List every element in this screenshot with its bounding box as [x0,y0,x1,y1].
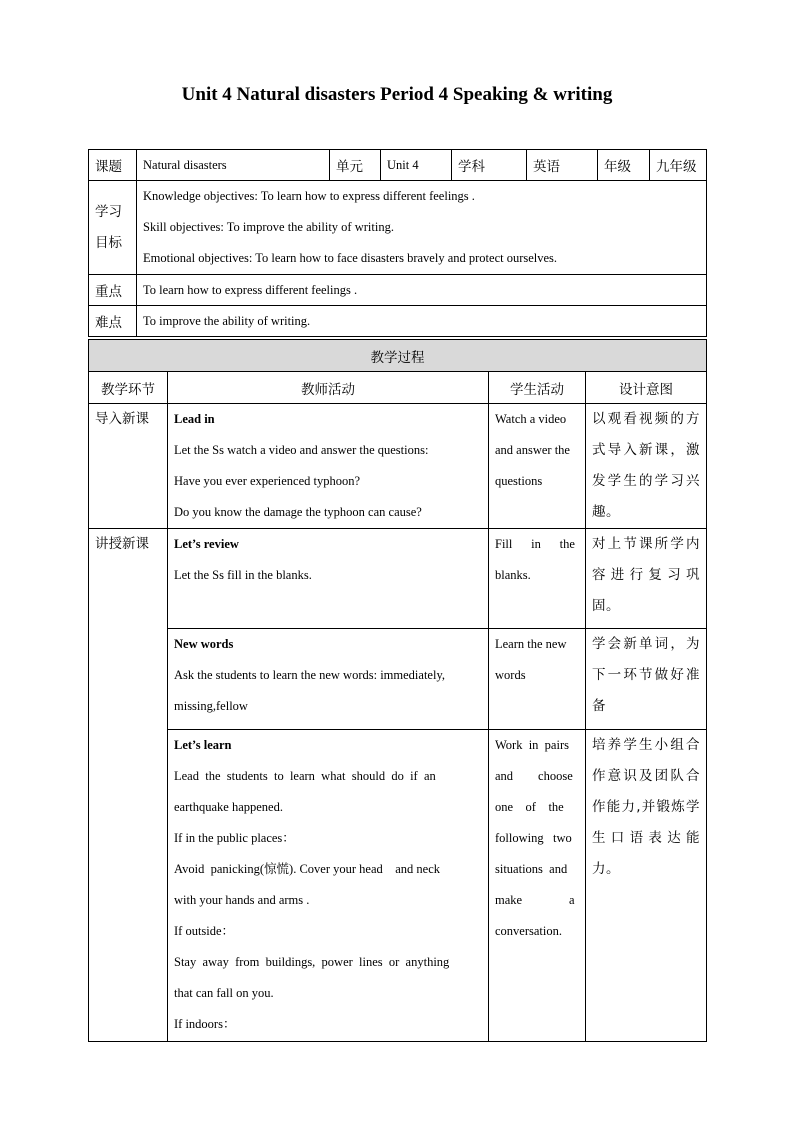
student-line: Fill in the [495,537,575,551]
student-new-words [489,629,586,730]
learn-line: that can fall on you. [174,986,274,1000]
student-line: one of the [495,800,564,814]
info-table [88,149,707,337]
objective-skill: Skill objectives: To improve the ability of writing. [143,220,394,234]
student-line: questions [495,474,543,488]
learn-line: Lead the students to learn what should do if an [174,769,436,783]
process-table [88,339,707,1042]
student-line: following two [495,831,572,845]
review-heading: Let’s review [174,537,239,551]
intent-review: 对上节课所学内容进行复习巩固。 [586,529,707,629]
process-title: 教学过程 [89,340,707,372]
lead-in-heading: Lead in [174,412,215,426]
topic-value: Natural disasters [137,150,330,181]
teacher-learn [168,730,489,1042]
review-line: Let the Ss fill in the blanks. [174,568,312,582]
learn-line: earthquake happened. [174,800,283,814]
learn-line: Avoid panicking(惊慌). Cover your head and neck [174,862,441,876]
student-learn [489,730,586,1042]
subject-value: 英语 [527,150,598,181]
intent-new-words: 学会新单词，为下一环节做好准备 [586,629,707,730]
new-words-line: Ask the students to learn the new words: immediately, [174,668,446,682]
student-review [489,529,586,629]
subject-label: 学科 [452,150,527,181]
student-line: make a [495,893,575,907]
objectives-label-line-1: 学习 [95,203,122,220]
objectives-label [89,181,137,275]
unit-label: 单元 [330,150,381,181]
student-line: situations and [495,862,568,876]
new-words-heading: New words [174,637,234,651]
student-line: Watch a video [495,412,567,426]
objectives-content [137,181,707,275]
learn-line: If in the public places： [174,831,295,845]
lead-in-line: Let the Ss watch a video and answer the questions: [174,443,429,457]
key-label: 重点 [89,275,137,306]
student-line: conversation. [495,924,562,938]
lead-in-line: Have you ever experienced typhoon? [174,474,361,488]
stage-intro: 导入新课 [89,404,168,529]
objective-emotional: Emotional objectives: To learn how to face disasters bravely and protect ourselves. [143,251,558,265]
stage-teach: 讲授新课 [89,529,168,1042]
grade-label: 年级 [598,150,650,181]
intent-lead-in: 以观看视频的方式导入新课，激发学生的学习兴趣。 [586,404,707,529]
difficult-label: 难点 [89,306,137,337]
learn-heading: Let’s learn [174,738,232,752]
student-line: words [495,668,526,682]
new-words-line: missing,fellow [174,699,248,713]
topic-label: 课题 [89,150,137,181]
header-intent: 设计意图 [586,372,707,404]
teacher-review [168,529,489,629]
student-line: blanks. [495,568,531,582]
page-title: Unit 4 Natural disasters Period 4 Speaking & writing [181,84,613,105]
objectives-label-line-2: 目标 [95,234,122,251]
student-line: and choose [495,769,573,783]
student-line: Learn the new [495,637,567,651]
grade-value: 九年级 [650,150,707,181]
student-line: Work in pairs [495,738,569,752]
teacher-lead-in [168,404,489,529]
difficult-value: To improve the ability of writing. [137,306,707,337]
learn-line: with your hands and arms . [174,893,310,907]
key-value: To learn how to express different feelings . [137,275,707,306]
intent-learn: 培养学生小组合作意识及团队合作能力,并锻炼学生口语表达能力。 [586,730,707,1042]
lead-in-line: Do you know the damage the typhoon can cause? [174,505,422,519]
student-lead-in [489,404,586,529]
learn-line: If outside： [174,924,235,938]
learn-line: Stay away from buildings, power lines or anything [174,955,450,969]
learn-line: If indoors： [174,1017,236,1031]
header-teacher: 教师活动 [168,372,489,404]
teacher-new-words [168,629,489,730]
header-stage: 教学环节 [89,372,168,404]
student-line: and answer the [495,443,570,457]
objective-knowledge: Knowledge objectives: To learn how to express different feelings . [143,189,475,203]
unit-value: Unit 4 [381,150,452,181]
header-student: 学生活动 [489,372,586,404]
